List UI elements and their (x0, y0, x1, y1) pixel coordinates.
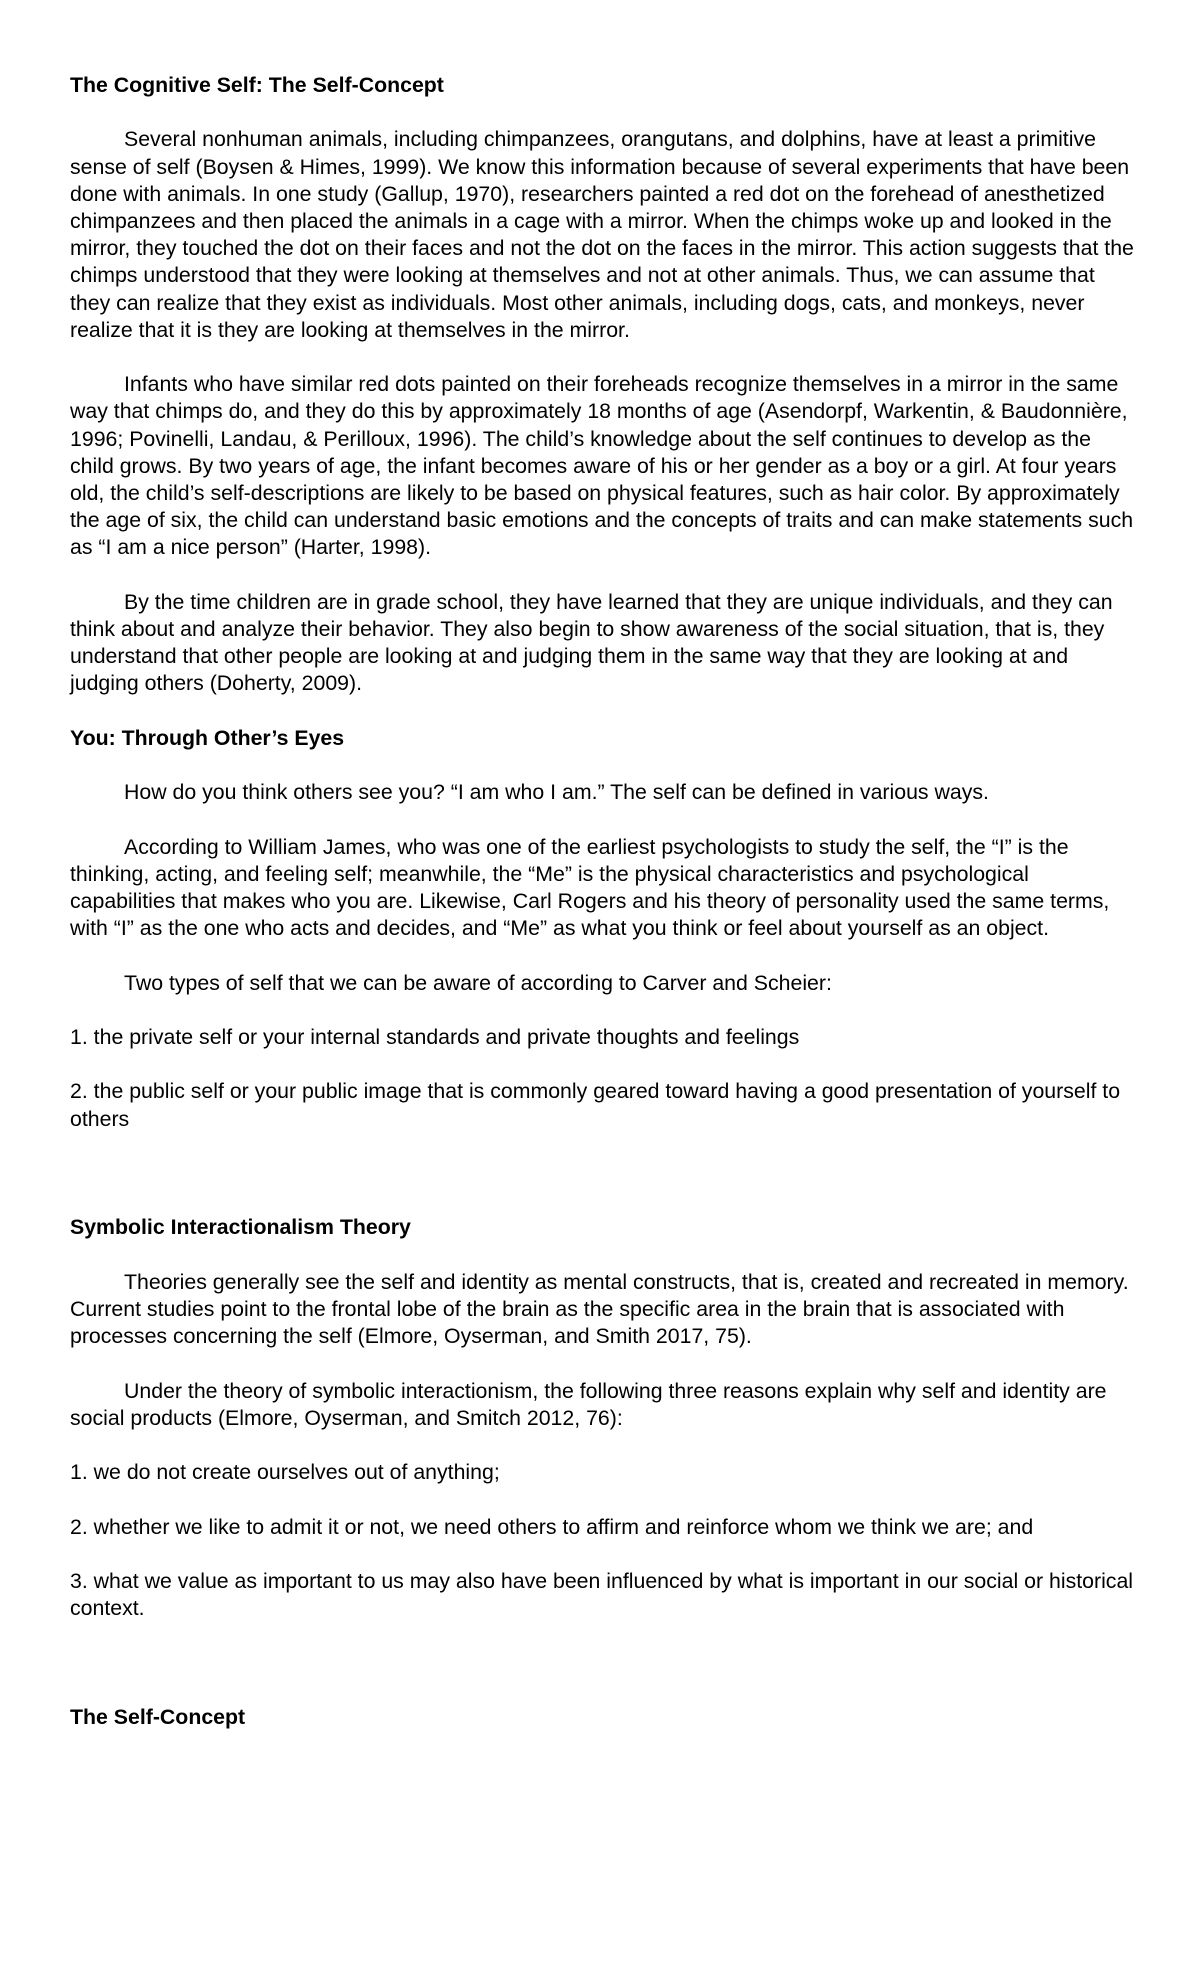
list-item: 1. the private self or your internal standards and private thoughts and feelings (70, 1024, 800, 1049)
list-item: 3. what we value as important to us may also have been influenced by what is important in our social or historical context. (70, 1568, 1134, 1621)
paragraph: Several nonhuman animals, including chimpanzees, orangutans, and dolphins, have at least a primitive sense of self (Boysen & Himes, 1999). We know this information because of several experiments that have been done with animals. In one study (Gallup, 1970), researchers painted a red dot on the forehead of anesthetized chimpanzees and then placed the animals in a cage with a mirror. When the chimps woke up and looked in the mirror, they touched the dot on their faces and not the dot on the faces in the mirror. This action suggests that the chimps understood that they were looking at themselves and not at other animals. Thus, we can assume that they can realize that they exist as individuals. Most other animals, including dogs, cats, and monkeys, never realize that it is they are looking at themselves in the mirror. (70, 127, 1134, 342)
paragraph: Under the theory of symbolic interactionism, the following three reasons explain why self and identity are social products (Elmore, Oyserman, and Smitch 2012, 76): (70, 1378, 1107, 1430)
section-heading-symbolic-interactionalism: Symbolic Interactionalism Theory (70, 1215, 411, 1240)
paragraph: How do you think others see you? “I am who I am.” The self can be defined in various ways. (124, 780, 989, 805)
paragraph: According to William James, who was one of the earliest psychologists to study the self, the “I” is the thinking, acting, and feeling self; meanwhile, the “Me” is the physical characteristics and psychological capabilities that makes who you are. Likewise, Carl Rogers and his theory of personality used the same terms, with “I” as the one who acts and decides, and “Me” as what you think or feel about yourself as an object. (70, 834, 1110, 941)
list-item: 2. whether we like to admit it or not, we need others to affirm and reinforce whom we think we are; and (70, 1514, 1034, 1539)
list-item: 2. the public self or your public image that is commonly geared toward having a good presentation of yourself to others (70, 1079, 1121, 1131)
document-page (70, 72, 1140, 1731)
section-heading-cognitive-self: The Cognitive Self: The Self-Concept (70, 73, 444, 97)
paragraph: By the time children are in grade school, they have learned that they are unique individuals, and they can think about and analyze their behavior. They also begin to show awareness of the social situation, that is, they understand that other people are looking at and judging them in the same way that they are looking at and judging others (Doherty, 2009). (70, 589, 1113, 696)
section-heading-through-others-eyes: You: Through Other’s Eyes (70, 725, 345, 750)
paragraph: Infants who have similar red dots painted on their foreheads recognize themselves in a mirror in the same way that chimps do, and they do this by approximately 18 months of age (Asendorpf, Warkentin, & Baudonnière, 1996; Povinelli, Landau, & Perilloux, 1996). The child’s knowledge about the self continues to develop as the child grows. By two years of age, the infant becomes aware of his or her gender as a boy or a girl. At four years old, the child’s self-descriptions are likely to be based on physical features, such as hair color. By approximately the age of six, the child can understand basic emotions and the concepts of traits and can make statements such as “I am a nice person” (Harter, 1998). (70, 372, 1134, 560)
list-item: 1. we do not create ourselves out of anything; (70, 1460, 500, 1485)
section-heading-self-concept: The Self-Concept (70, 1704, 246, 1729)
paragraph: Theories generally see the self and identity as mental constructs, that is, created and recreated in memory. Current studies point to the frontal lobe of the brain as the specific area in the brain that is associated with processes concerning the self (Elmore, Oyserman, and Smith 2017, 75). (70, 1269, 1129, 1349)
paragraph: Two types of self that we can be aware of according to Carver and Scheier: (124, 970, 832, 995)
